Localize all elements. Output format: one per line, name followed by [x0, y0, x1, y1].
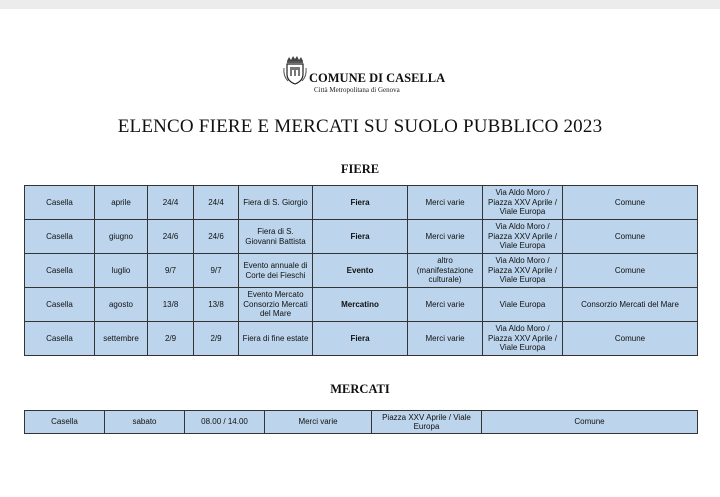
fiere-section-title: FIERE [340, 162, 380, 176]
cell-dal: 24/6 [148, 220, 194, 254]
cell-merci: Merci varie [265, 411, 372, 434]
cell-luogo: Casella [25, 411, 105, 434]
cell-tipo: Fiera [313, 220, 408, 254]
fiere-table [24, 185, 698, 356]
cell-nome: Evento annuale di Corte dei Fieschi [239, 254, 313, 288]
cell-al: 24/6 [194, 220, 239, 254]
cell-sede: Via Aldo Moro / Piazza XXV Aprile / Viale Europa [483, 322, 563, 356]
cell-al: 9/7 [194, 254, 239, 288]
cell-al: 2/9 [194, 322, 239, 356]
cell-nome: Fiera di fine estate [239, 322, 313, 356]
cell-mese: luglio [95, 254, 148, 288]
cell-mese: aprile [95, 186, 148, 220]
table-row [25, 254, 698, 288]
cell-sede: Piazza XXV Aprile / Viale Europa [372, 411, 482, 434]
cell-luogo: Casella [25, 254, 95, 288]
cell-tipo: Evento [313, 254, 408, 288]
cell-mese: settembre [95, 322, 148, 356]
cell-al: 13/8 [194, 288, 239, 322]
cell-nome: Fiera di S. Giorgio [239, 186, 313, 220]
cell-sede: Viale Europa [483, 288, 563, 322]
cell-dal: 2/9 [148, 322, 194, 356]
cell-merci: Merci varie [408, 322, 483, 356]
cell-dal: 24/4 [148, 186, 194, 220]
cell-mese: agosto [95, 288, 148, 322]
cell-dal: 13/8 [148, 288, 194, 322]
cell-nome: Evento Mercato Consorzio Mercati del Mare [239, 288, 313, 322]
document-title: ELENCO FIERE E MERCATI SU SUOLO PUBBLICO 2023 [117, 116, 603, 137]
cell-organizzatore: Consorzio Mercati del Mare [563, 288, 698, 322]
cell-luogo: Casella [25, 186, 95, 220]
mercati-table [24, 410, 698, 434]
cell-luogo: Casella [25, 220, 95, 254]
cell-luogo: Casella [25, 288, 95, 322]
cell-organizzatore: Comune [563, 220, 698, 254]
cell-sede: Via Aldo Moro / Piazza XXV Aprile / Viale Europa [483, 254, 563, 288]
comune-subtitle: Città Metropolitana di Genova [314, 86, 400, 94]
table-row [25, 220, 698, 254]
cell-organizzatore: Comune [482, 411, 698, 434]
cell-al: 24/4 [194, 186, 239, 220]
cell-orario: 08.00 / 14.00 [185, 411, 265, 434]
mercati-section-title: MERCATI [330, 382, 390, 396]
cell-organizzatore: Comune [563, 322, 698, 356]
cell-tipo: Fiera [313, 322, 408, 356]
municipal-crest-icon [282, 54, 308, 86]
cell-dal: 9/7 [148, 254, 194, 288]
cell-sede: Via Aldo Moro / Piazza XXV Aprile / Viale Europa [483, 186, 563, 220]
cell-giorno: sabato [105, 411, 185, 434]
cell-organizzatore: Comune [563, 186, 698, 220]
cell-merci: altro (manifestazione culturale) [408, 254, 483, 288]
cell-tipo: Fiera [313, 186, 408, 220]
table-row [25, 186, 698, 220]
table-row [25, 288, 698, 322]
comune-name: COMUNE DI CASELLA [309, 71, 446, 85]
cell-mese: giugno [95, 220, 148, 254]
viewer-top-bar [0, 0, 720, 9]
cell-tipo: Mercatino [313, 288, 408, 322]
cell-nome: Fiera di S. Giovanni Battista [239, 220, 313, 254]
cell-merci: Merci varie [408, 288, 483, 322]
cell-organizzatore: Comune [563, 254, 698, 288]
table-row [25, 411, 698, 434]
cell-merci: Merci varie [408, 220, 483, 254]
cell-merci: Merci varie [408, 186, 483, 220]
cell-luogo: Casella [25, 322, 95, 356]
cell-sede: Via Aldo Moro / Piazza XXV Aprile / Viale Europa [483, 220, 563, 254]
table-row [25, 322, 698, 356]
document-header [280, 52, 480, 98]
